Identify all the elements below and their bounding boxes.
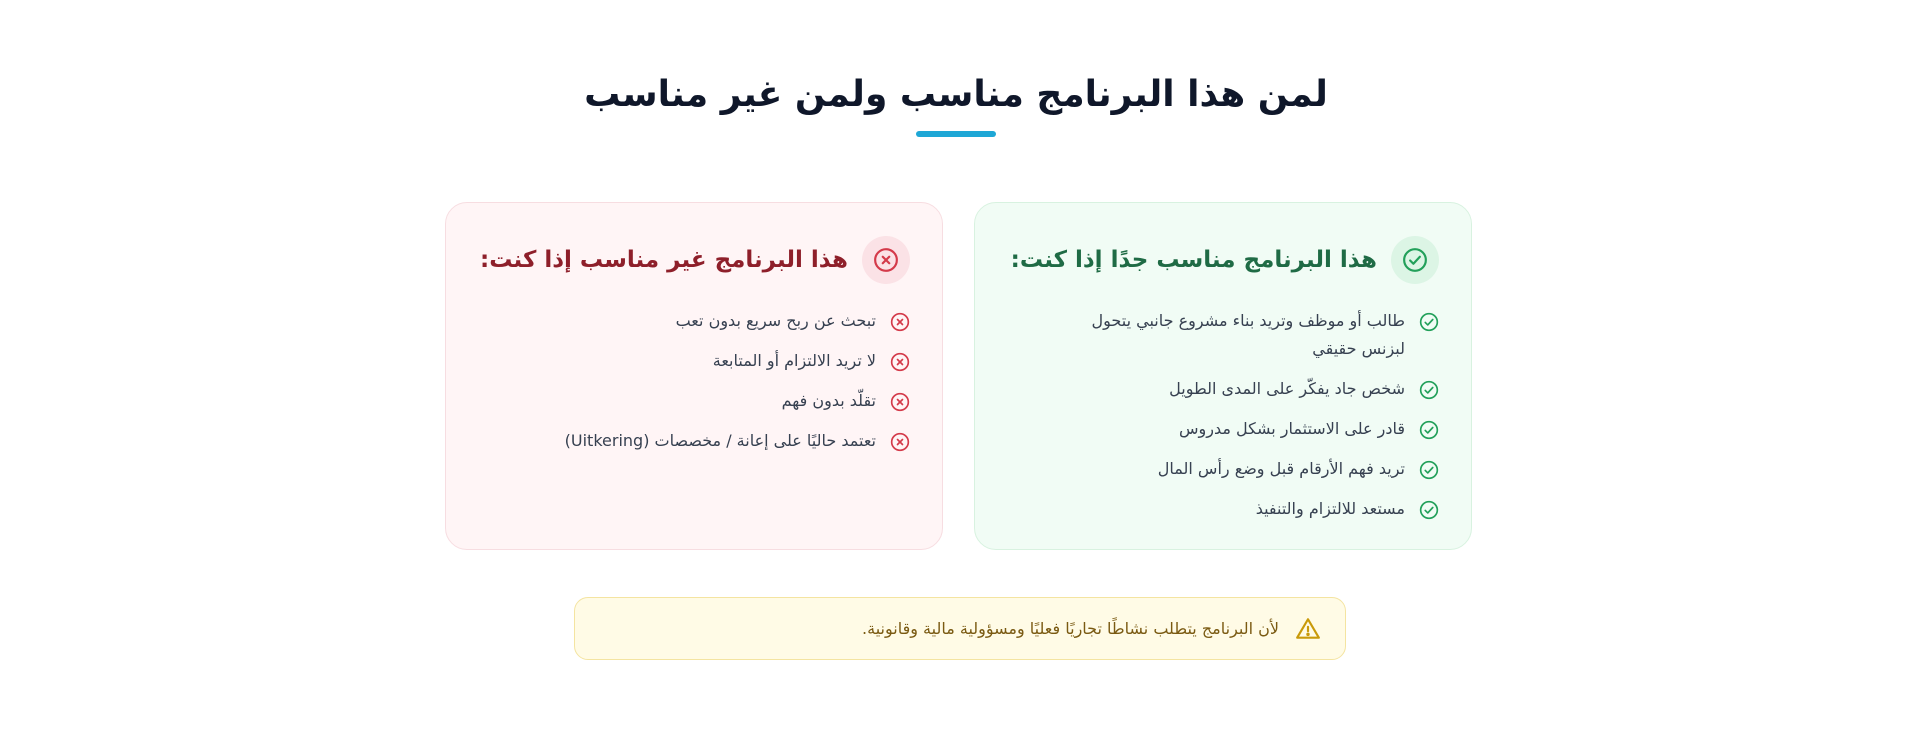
list-item [1007, 307, 1439, 363]
x-circle-icon [890, 352, 910, 372]
x-circle-icon [890, 312, 910, 332]
x-circle-icon [890, 392, 910, 412]
suitable-card-title: هذا البرنامج مناسب جدًا إذا كنت: [1010, 247, 1377, 273]
suitable-card-header [1007, 235, 1439, 285]
warning-icon [1295, 616, 1321, 642]
title-underline [916, 131, 996, 137]
list-item [478, 307, 910, 335]
list-item-text: تريد فهم الأرقام قبل وضع رأس المال [1157, 459, 1405, 478]
list-item [478, 387, 910, 415]
check-circle-icon [1419, 460, 1439, 480]
x-circle-icon [862, 236, 910, 284]
list-item-text: تبحث عن ربح سريع بدون تعب [675, 311, 876, 330]
suitable-list [1007, 307, 1439, 523]
warning-note-text: لأن البرنامج يتطلب نشاطًا تجاريًا فعليًا ومسؤولية مالية وقانونية. [862, 619, 1279, 638]
list-item [1007, 495, 1439, 523]
section-title: لمن هذا البرنامج مناسب ولمن غير مناسب [584, 74, 1328, 115]
unsuitable-card [445, 202, 943, 550]
list-item-text: قادر على الاستثمار بشكل مدروس [1178, 419, 1405, 438]
warning-note [574, 597, 1346, 660]
suitable-card [974, 202, 1472, 550]
list-item-text: لا تريد الالتزام أو المتابعة [712, 351, 876, 370]
list-item-text: شخص جاد يفكّر على المدى الطويل [1169, 379, 1405, 398]
check-circle-icon [1419, 312, 1439, 332]
check-circle-icon [1419, 500, 1439, 520]
list-item-text: تقلّد بدون فهم [781, 391, 876, 410]
list-item [478, 427, 910, 455]
check-circle-icon [1419, 420, 1439, 440]
check-circle-icon [1419, 380, 1439, 400]
x-circle-icon [890, 432, 910, 452]
list-item-text: مستعد للالتزام والتنفيذ [1255, 499, 1405, 518]
list-item [478, 347, 910, 375]
unsuitable-card-title: هذا البرنامج غير مناسب إذا كنت: [480, 247, 848, 273]
check-circle-icon [1391, 236, 1439, 284]
list-item [1007, 455, 1439, 483]
unsuitable-list [478, 307, 910, 455]
unsuitable-card-header [478, 235, 910, 285]
list-item-text: طالب أو موظف وتريد بناء مشروع جانبي يتحول لبزنس حقيقي [1091, 311, 1405, 358]
list-item [1007, 375, 1439, 403]
list-item-text: تعتمد حاليًا على إعانة / مخصصات (Uitkering) [564, 431, 876, 450]
list-item [1007, 415, 1439, 443]
